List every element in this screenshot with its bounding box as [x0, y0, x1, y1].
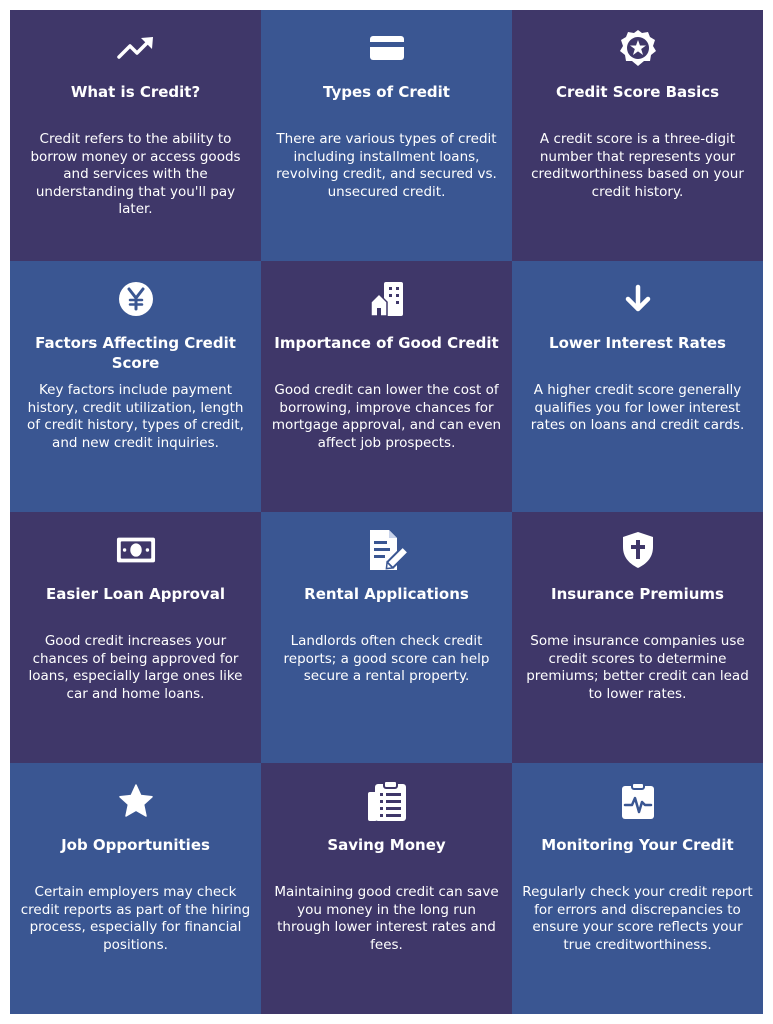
card-title: Types of Credit [323, 83, 450, 101]
clipboard-list-icon [367, 781, 407, 821]
card-types-of-credit [261, 10, 512, 261]
card-insurance-premiums [512, 512, 763, 763]
card-title: Importance of Good Credit [274, 334, 499, 352]
card-title: Factors Affecting Credit Score [35, 334, 236, 372]
card-lower-interest-rates [512, 261, 763, 512]
card-description: A credit score is a three-digit number that represents your creditworthiness based on your credit history. [531, 131, 744, 200]
card-title: Credit Score Basics [555, 83, 720, 101]
info-grid [10, 10, 763, 1014]
card-importance-of-good-credit [261, 261, 512, 512]
yen-coin-icon [116, 279, 156, 319]
card-title: What is Credit? [70, 83, 201, 101]
card-description: Good credit can lower the cost of borrowing, improve chances for mortgage approval, and can even affect job prospects. [271, 382, 502, 451]
arrow-down-icon [618, 279, 658, 319]
card-title: Insurance Premiums [551, 585, 724, 603]
card-monitoring-your-credit [512, 763, 763, 1014]
credit-card-icon [367, 28, 407, 68]
card-description: There are various types of credit including installment loans, revolving credit, and secured vs. unsecured credit. [276, 131, 497, 200]
card-title: Saving Money [327, 836, 446, 854]
card-title: Lower Interest Rates [549, 334, 726, 352]
shield-cross-icon [618, 530, 658, 570]
card-description: Credit refers to the ability to borrow money or access goods and services with the understanding that you'll pay later. [30, 131, 241, 217]
card-description: Good credit increases your chances of being approved for loans, especially large ones like car and home loans. [28, 633, 243, 702]
card-description: Key factors include payment history, credit utilization, length of credit history, types of credit, and new credit inquiries. [27, 382, 244, 451]
card-factors-affecting-credit-score [10, 261, 261, 512]
card-description: Regularly check your credit report for errors and discrepancies to ensure your score reflects your true creditworthiness. [522, 884, 753, 953]
badge-icon [618, 28, 658, 68]
card-description: A higher credit score generally qualifies you for lower interest rates on loans and credit cards. [530, 382, 745, 433]
card-description: Maintaining good credit can save you money in the long run through lower interest rates and fees. [274, 884, 499, 953]
card-description: Landlords often check credit reports; a good score can help secure a rental property. [283, 633, 490, 684]
star-icon [116, 781, 156, 821]
card-job-opportunities [10, 763, 261, 1014]
card-description: Some insurance companies use credit scores to determine premiums; better credit can lead to lower rates. [526, 633, 749, 702]
banknote-icon [116, 530, 156, 570]
card-title: Monitoring Your Credit [541, 836, 734, 854]
card-title: Rental Applications [304, 585, 469, 603]
card-credit-score-basics [512, 10, 763, 261]
card-rental-applications [261, 512, 512, 763]
card-saving-money [261, 763, 512, 1014]
document-sign-icon [367, 530, 407, 570]
card-description: Certain employers may check credit reports as part of the hiring process, especially for financial positions. [20, 884, 251, 953]
heart-monitor-icon [618, 781, 658, 821]
trend-up-icon [116, 28, 156, 68]
card-easier-loan-approval [10, 512, 261, 763]
card-title: Job Opportunities [61, 836, 210, 854]
card-title: Easier Loan Approval [46, 585, 225, 603]
buildings-icon [367, 279, 407, 319]
card-what-is-credit [10, 10, 261, 261]
